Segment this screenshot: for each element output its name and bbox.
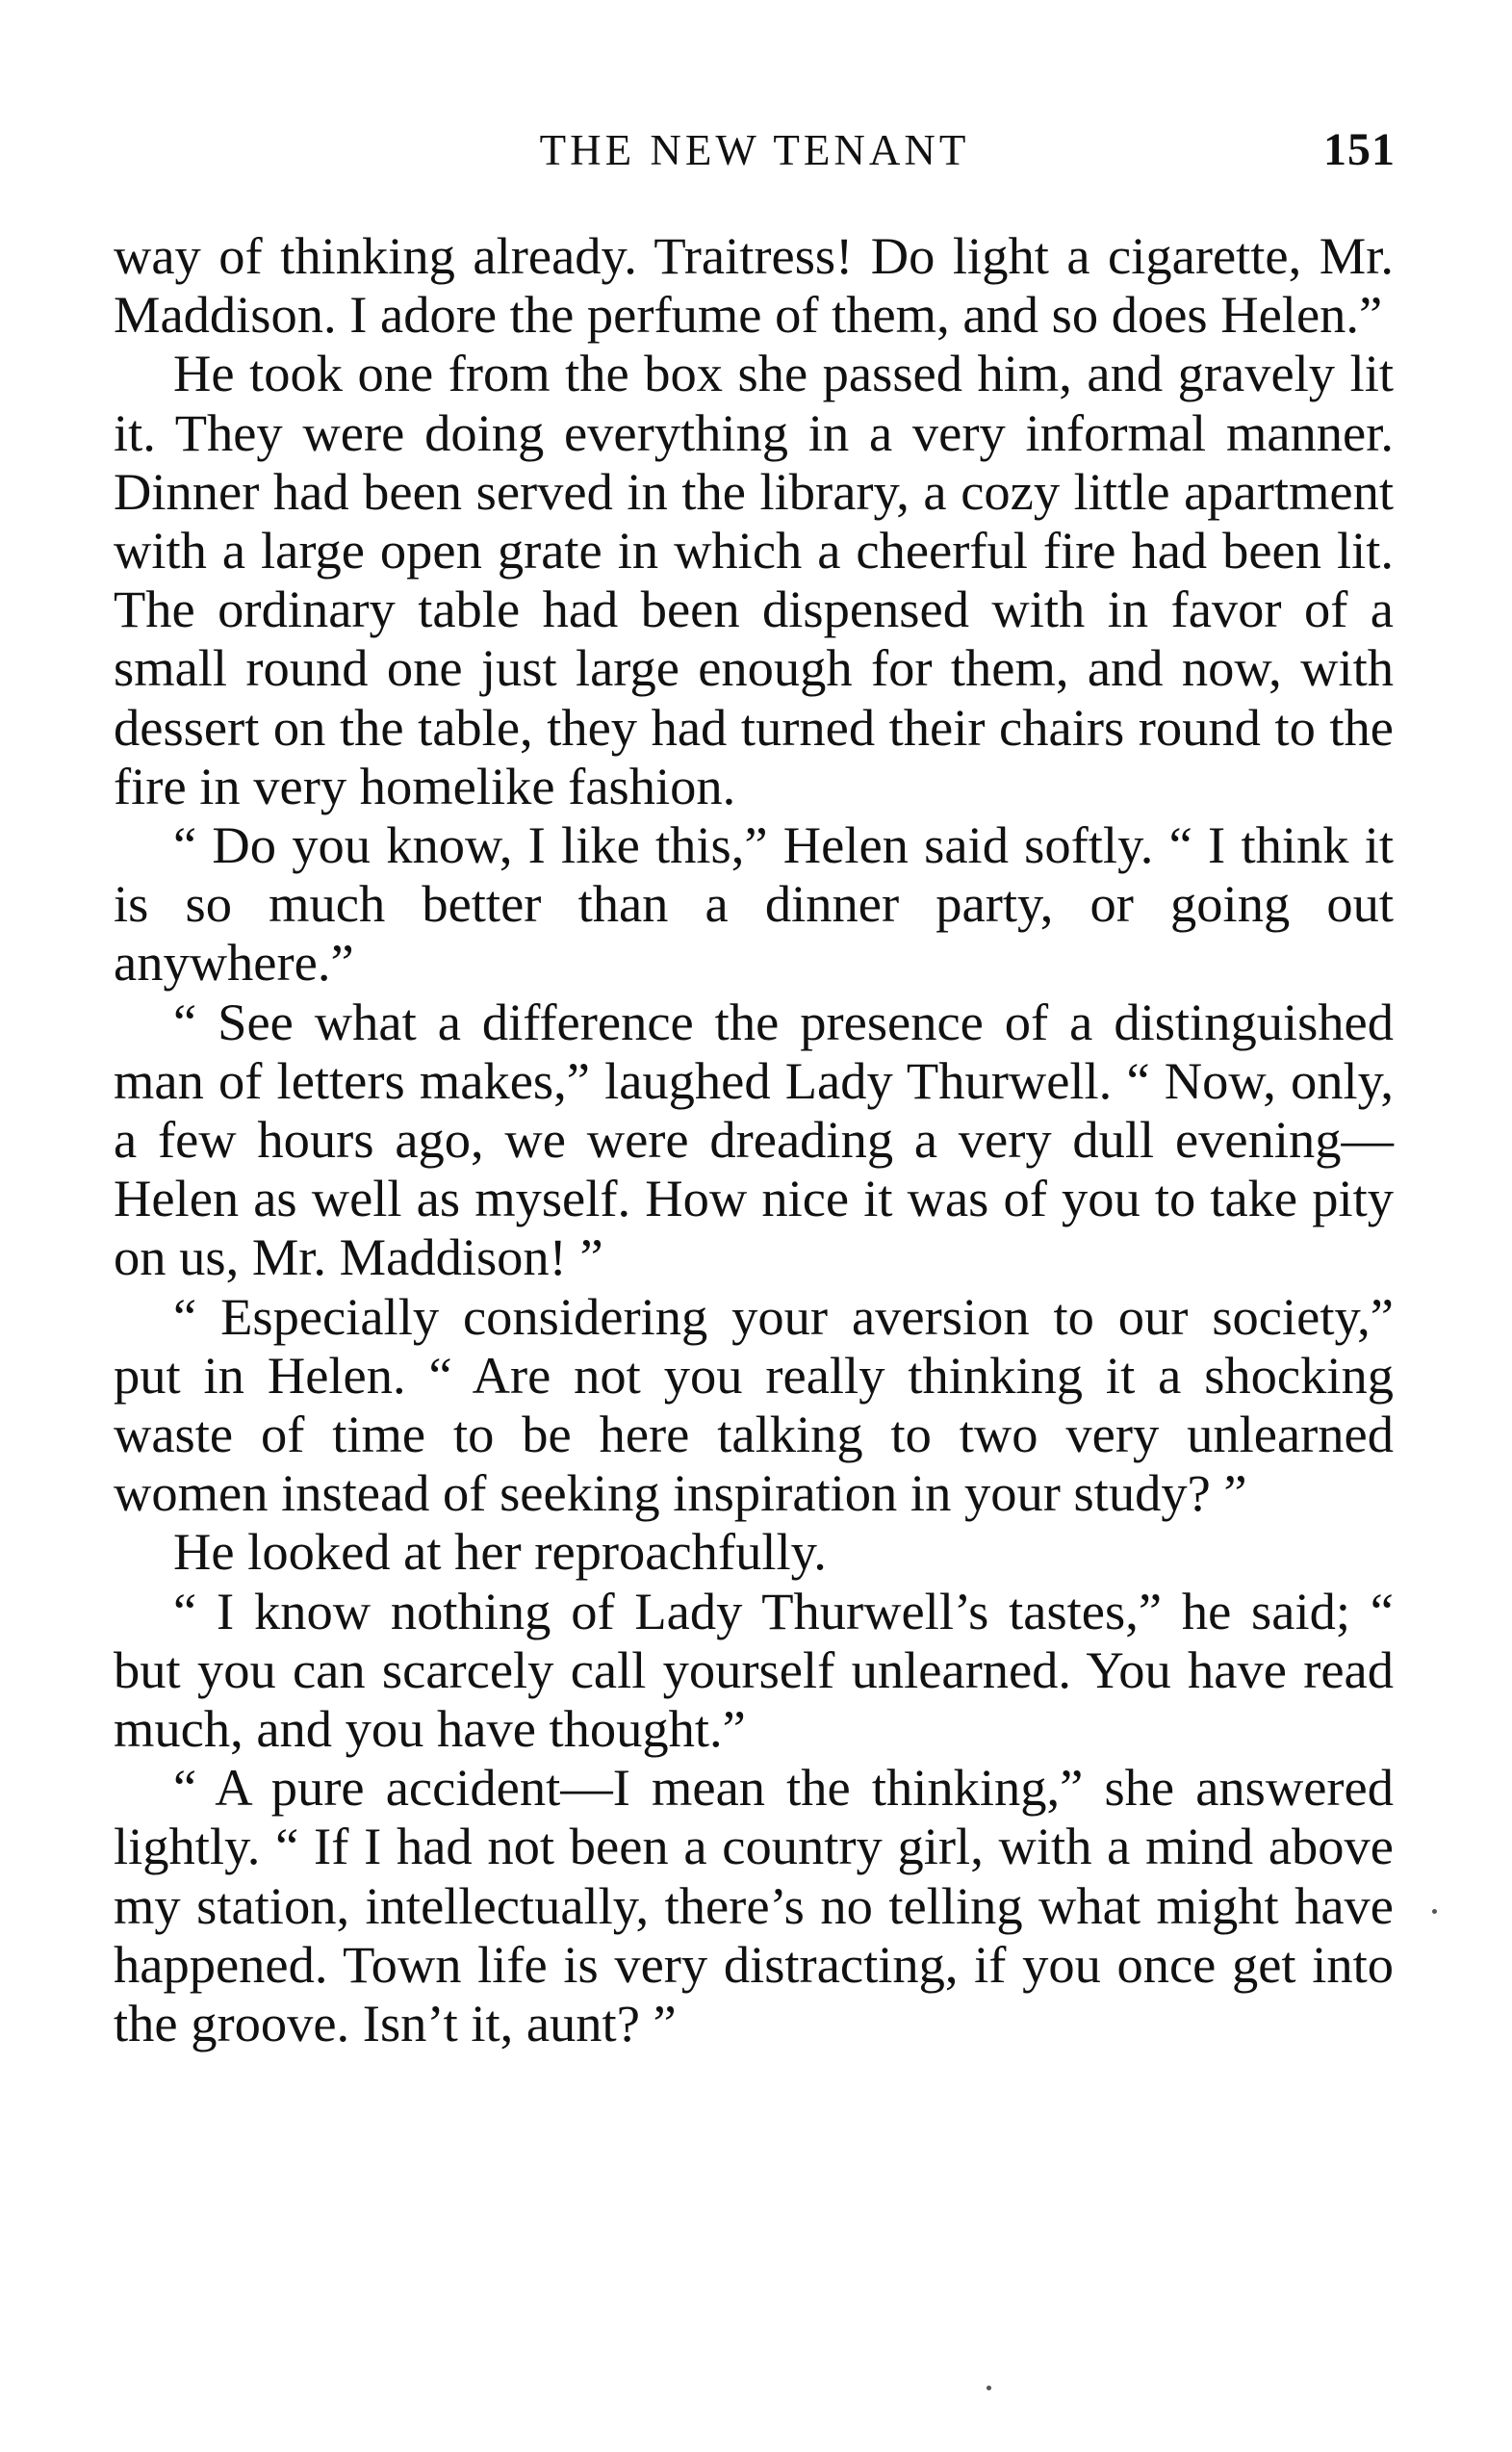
body-text [114,226,1394,2052]
paragraph: “ I know nothing of Lady Thurwell’s tastes,” he said; “ but you can scarcely call yourself unlearned. You have read much, and you have thought.” [114,1581,1394,1759]
paragraph: “ A pure accident—I mean the thinking,” she answered lightly. “ If I had not been a country girl, with a mind above my station, intellectually, there’s no telling what might have happened. Town life is very distracting, if you once get into the groove. Isn’t it, aunt? ” [114,1758,1394,2053]
paragraph-continuation: way of thinking already. Traitress! Do light a cigarette, Mr. Maddison. I adore the perfume of them, and so does Helen.” [114,226,1394,345]
page-number: 151 [1323,124,1396,175]
print-speck [987,2386,991,2390]
print-speck [1432,1909,1437,1914]
paragraph: He looked at her reproachfully. [173,1522,827,1582]
paragraph: “ Do you know, I like this,” Helen said softly. “ I think it is so much better than a dinner party, or going out anywhere.” [114,815,1394,993]
paragraph: “ Especially considering your aversion to our society,” put in Helen. “ Are not you really thinking it a shocking waste of time to be here talking to two very unlearned women instead of seeking inspiration in your study? ” [114,1286,1394,1523]
running-title: THE NEW TENANT [539,126,970,174]
running-head [114,125,1396,183]
paragraph: He took one from the box she passed him, and gravely lit it. They were doing everything in a very informal manner. Dinner had been served in the library, a cozy little apartment with a large open grate in which a cheerful fire had been lit. The ordinary table had been dispensed with in favor of a small round one just large enough for them, and now, with dessert on the table, they had turned their chairs round to the fire in very homelike fashion. [114,344,1394,815]
paragraph: “ See what a difference the presence of a distinguished man of letters makes,” laughed Lady Thurwell. “ Now, only, a few hours ago, we were dreading a very dull evening—Helen as well as myself. How nice it was of you to take pity on us, Mr. Maddison! ” [114,992,1394,1287]
